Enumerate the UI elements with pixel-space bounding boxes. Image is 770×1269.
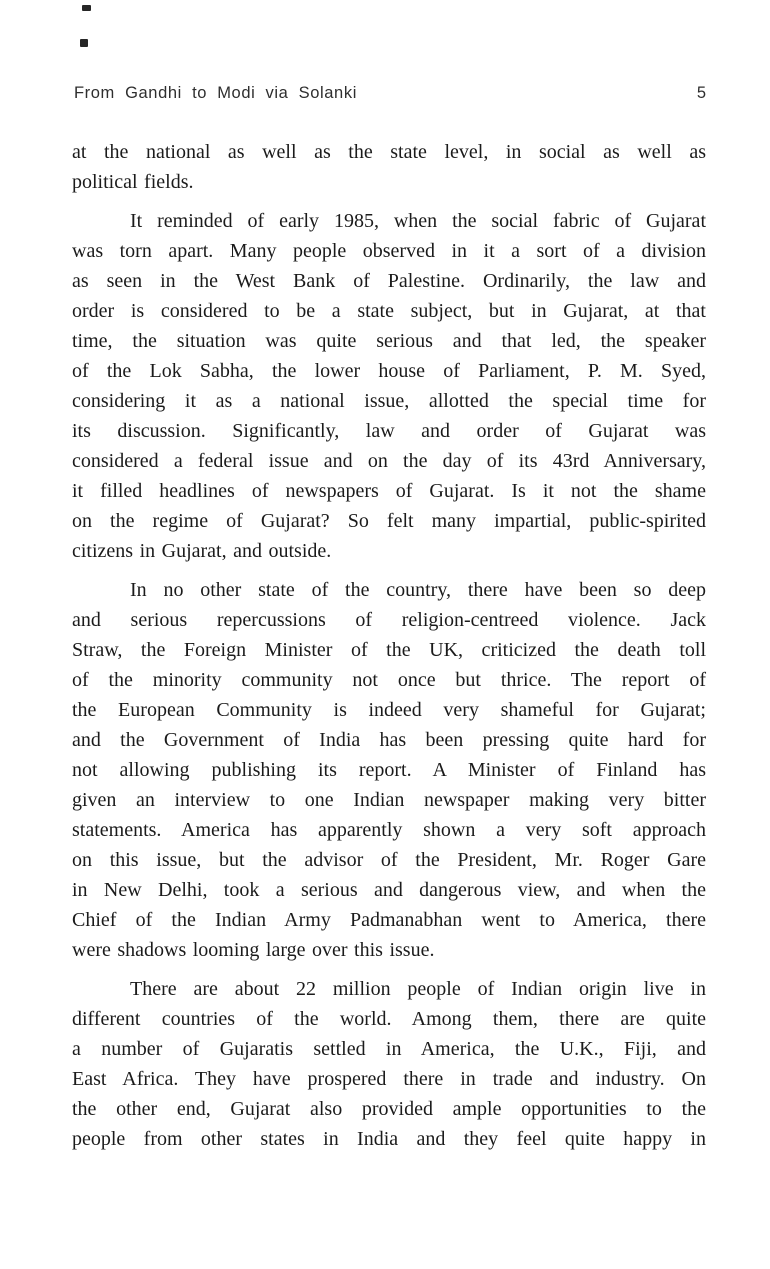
text-line: of the Lok Sabha, the lower house of Parliament, P. M. Syed, [72,360,706,382]
text-line: the other end, Gujarat also provided ample opportunities to the [72,1098,706,1120]
page-body-text [72,137,706,1154]
text-line: was torn apart. Many people observed in it a sort of a division [72,240,706,262]
page-number: 5 [696,84,706,102]
text-line: on the regime of Gujarat? So felt many impartial, public-spirited [72,510,706,532]
text-line: Straw, the Foreign Minister of the UK, criticized the death toll [72,639,706,661]
text-line: It reminded of early 1985, when the social fabric of Gujarat [130,210,706,232]
text-line: on this issue, but the advisor of the President, Mr. Roger Gare [72,849,706,871]
text-line: in New Delhi, took a serious and dangerous view, and when the [72,879,706,901]
running-header [74,84,706,103]
text-line: and the Government of India has been pressing quite hard for [72,729,706,751]
text-line: considering it as a national issue, allotted the special time for [72,390,706,412]
text-line: time, the situation was quite serious and that led, the speaker [72,330,706,352]
text-line: different countries of the world. Among them, there are quite [72,1008,706,1030]
text-line: There are about 22 million people of Indian origin live in [130,978,706,1000]
text-line: as seen in the West Bank of Palestine. Ordinarily, the law and [72,270,706,292]
text-line: citizens in Gujarat, and outside. [72,540,332,562]
text-line: not allowing publishing its report. A Minister of Finland has [72,759,706,781]
paragraph [72,974,706,1154]
ink-mark-top [82,5,91,11]
text-line: and serious repercussions of religion-centreed violence. Jack [72,609,706,631]
text-line: given an interview to one Indian newspaper making very bitter [72,789,706,811]
text-line: In no other state of the country, there have been so deep [130,579,706,601]
text-line: at the national as well as the state level, in social as well as [72,141,706,163]
paragraph [72,575,706,965]
text-line: people from other states in India and they feel quite happy in [72,1128,706,1150]
text-line: of the minority community not once but thrice. The report of [72,669,706,691]
text-line: it filled headlines of newspapers of Gujarat. Is it not the shame [72,480,706,502]
ink-mark-lower [80,39,88,47]
paragraph [72,137,706,197]
text-line: a number of Gujaratis settled in America, the U.K., Fiji, and [72,1038,706,1060]
text-line: its discussion. Significantly, law and order of Gujarat was [72,420,706,442]
running-header-title: From Gandhi to Modi via Solanki [74,84,357,102]
text-line: order is considered to be a state subject, but in Gujarat, at that [72,300,706,322]
text-line: political fields. [72,171,194,193]
text-line: considered a federal issue and on the day of its 43rd Anniversary, [72,450,706,472]
text-line: East Africa. They have prospered there in trade and industry. On [72,1068,706,1090]
text-line: Chief of the Indian Army Padmanabhan went to America, there [72,909,706,931]
paragraph [72,206,706,566]
text-line: the European Community is indeed very shameful for Gujarat; [72,699,706,721]
text-line: statements. America has apparently shown a very soft approach [72,819,706,841]
text-line: were shadows looming large over this issue. [72,939,435,961]
